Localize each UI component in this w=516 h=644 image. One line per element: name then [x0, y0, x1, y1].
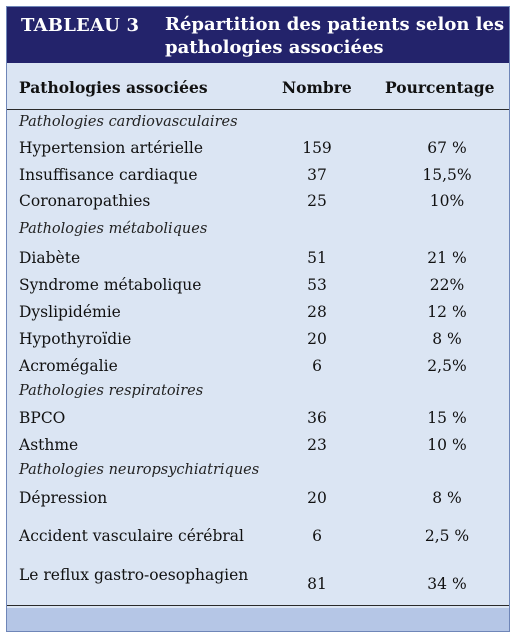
- category-label: Pathologies neuropsychiatriques: [19, 462, 260, 478]
- table-row: [7, 326, 509, 352]
- category-row: [7, 379, 509, 405]
- percent-cell: 8 %: [432, 330, 462, 348]
- percent-cell: 21 %: [427, 249, 467, 267]
- percent-cell: 22%: [429, 276, 465, 294]
- pathology-name: Hypertension artérielle: [19, 139, 203, 157]
- pathology-name: Dépression: [19, 489, 108, 507]
- table-row: [7, 353, 509, 379]
- percent-cell: 12 %: [427, 303, 467, 321]
- table-row: [7, 485, 509, 511]
- pathology-name: Hypothyroïdie: [19, 330, 132, 348]
- pathology-name: Acromégalie: [19, 357, 118, 375]
- percent-cell: 2,5 %: [424, 527, 470, 545]
- pathology-name: Le reflux gastro-oesophagien: [19, 566, 249, 584]
- percent-cell: 10 %: [427, 436, 467, 454]
- header-count: Nombre: [282, 78, 352, 97]
- category-label: Pathologies métaboliques: [19, 221, 208, 237]
- table-footer: [7, 608, 509, 631]
- table-label: TABLEAU 3: [21, 15, 140, 36]
- count-cell: 20: [307, 489, 327, 507]
- header-percent: Pourcentage: [385, 78, 495, 97]
- table-row: [7, 563, 509, 607]
- pathology-name: Coronaropathies: [19, 192, 151, 210]
- percent-cell: 15 %: [427, 409, 467, 427]
- category-row: [7, 217, 509, 243]
- table-frame: [6, 6, 510, 632]
- count-cell: 6: [312, 357, 322, 375]
- count-cell: 81: [307, 575, 327, 593]
- pathology-name: BPCO: [19, 409, 66, 427]
- table-title-bar: [7, 7, 509, 63]
- table-row: [7, 135, 509, 161]
- table-title: Répartition des patients selon les pathologies associées: [165, 14, 505, 58]
- pathology-name: Accident vasculaire cérébral: [19, 527, 244, 545]
- percent-cell: 10%: [429, 192, 465, 210]
- table-header-row: [7, 63, 509, 110]
- header-pathologies: Pathologies associées: [19, 78, 208, 97]
- percent-cell: 2,5%: [427, 357, 467, 375]
- count-cell: 23: [307, 436, 327, 454]
- count-cell: 28: [307, 303, 327, 321]
- table-row: [7, 405, 509, 431]
- table-row: [7, 299, 509, 325]
- count-cell: 37: [307, 166, 327, 184]
- percent-cell: 67 %: [427, 139, 467, 157]
- category-label: Pathologies cardiovasculaires: [19, 114, 238, 130]
- count-cell: 53: [307, 276, 327, 294]
- count-cell: 25: [307, 192, 327, 210]
- percent-cell: 15,5%: [422, 166, 472, 184]
- table-bottom-rule: [7, 605, 509, 606]
- pathology-name: Diabète: [19, 249, 81, 267]
- count-cell: 36: [307, 409, 327, 427]
- category-row: [7, 458, 509, 484]
- count-cell: 51: [307, 249, 327, 267]
- category-row: [7, 110, 509, 136]
- count-cell: 6: [312, 527, 322, 545]
- pathology-name: Syndrome métabolique: [19, 276, 202, 294]
- table-row: [7, 272, 509, 298]
- table-row: [7, 432, 509, 458]
- percent-cell: 8 %: [432, 489, 462, 507]
- percent-cell: 34 %: [427, 575, 467, 593]
- pathology-name: Insuffisance cardiaque: [19, 166, 198, 184]
- pathology-name: Asthme: [19, 436, 79, 454]
- pathology-name: Dyslipidémie: [19, 303, 121, 321]
- count-cell: 20: [307, 330, 327, 348]
- table-row: [7, 523, 509, 549]
- table-row: [7, 245, 509, 271]
- count-cell: 159: [302, 139, 332, 157]
- table-row: [7, 188, 509, 214]
- table-row: [7, 162, 509, 188]
- category-label: Pathologies respiratoires: [19, 383, 204, 399]
